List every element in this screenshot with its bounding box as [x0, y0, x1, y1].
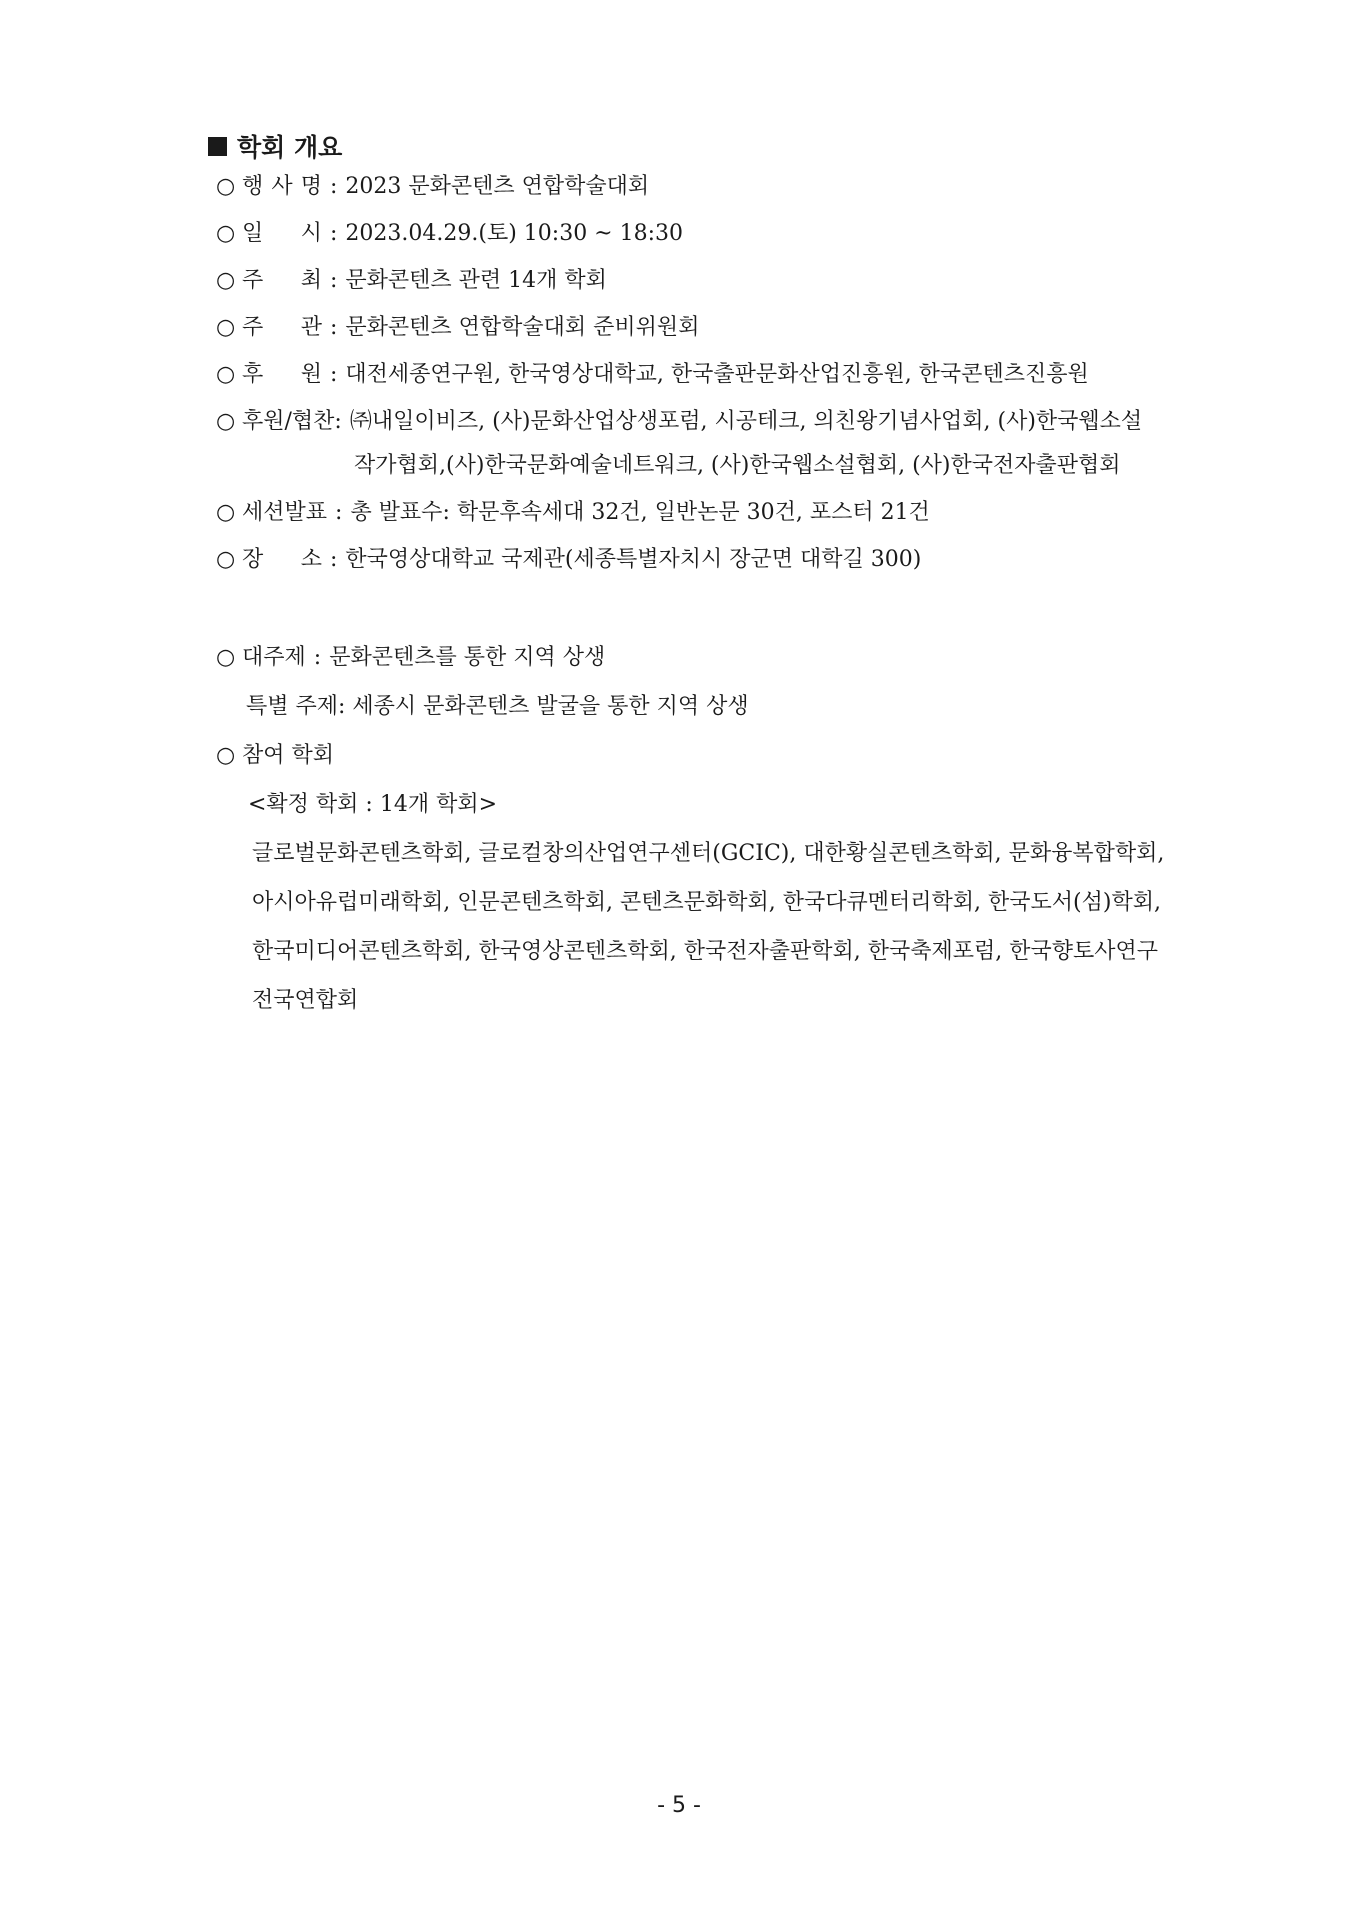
circle-bullet-icon: ○ — [216, 315, 236, 340]
circle-bullet-icon: ○ — [216, 362, 236, 387]
info-row-sponsor — [216, 407, 1142, 437]
info-value: 한국영상대학교 국제관(세종특별자치시 장군면 대학길 300) — [345, 547, 922, 572]
sponsor-continuation: 작가협회,(사)한국문화예술네트워크, (사)한국웹소설협회, (사)한국전자출판협회 — [354, 453, 1121, 478]
circle-bullet-icon: ○ — [216, 500, 236, 525]
info-value: 문화콘텐츠 관련 14개 학회 — [345, 268, 607, 293]
info-label: 주 관 — [242, 315, 322, 340]
info-label: 후원/협찬: — [242, 409, 342, 434]
info-label: 후 원 — [242, 362, 322, 387]
info-label: 참여 학회 — [242, 743, 335, 768]
info-row-date: ○ 일 시 : 2023.04.29.(토) 10:30 ~ 18:30 — [216, 219, 683, 249]
info-row-organizer: ○ 주 관 : 문화콘텐츠 연합학술대회 준비위원회 — [216, 313, 699, 343]
info-row-event-name: ○ 행 사 명 : 2023 문화콘텐츠 연합학술대회 — [216, 172, 649, 202]
info-value: ㈜내일이비즈, (사)문화산업상생포럼, 시공테크, 의친왕기념사업회, (사)한국웹소설 — [349, 409, 1143, 434]
page-number: - 5 - — [657, 1793, 701, 1818]
section-heading — [208, 128, 342, 164]
circle-bullet-icon: ○ — [216, 268, 236, 293]
circle-bullet-icon: ○ — [216, 409, 236, 434]
info-label: 대주제 — [242, 645, 306, 670]
circle-bullet-icon: ○ — [216, 547, 236, 572]
info-label: 행 사 명 — [242, 174, 322, 199]
info-row-session: ○ 세션발표 : 총 발표수: 학문후속세대 32건, 일반논문 30건, 포스터 21건 — [216, 498, 930, 528]
info-value: 문화콘텐츠를 통한 지역 상생 — [329, 645, 606, 670]
info-label: 일 시 — [242, 221, 322, 246]
academy-line: 한국미디어콘텐츠학회, 한국영상콘텐츠학회, 한국전자출판학회, 한국축제포럼, 한국향토사연구 — [252, 939, 1159, 964]
academy-line: 아시아유럽미래학회, 인문콘텐츠학회, 콘텐츠문화학회, 한국다큐멘터리학회, 한국도서(섬)학회, — [252, 890, 1161, 915]
info-label: 장 소 — [242, 547, 322, 572]
circle-bullet-icon: ○ — [216, 174, 236, 199]
info-row-host: ○ 주 최 : 문화콘텐츠 관련 14개 학회 — [216, 266, 607, 296]
academy-line: 글로벌문화콘텐츠학회, 글로컬창의산업연구센터(GCIC), 대한황실콘텐츠학회, 문화융복합학회, — [252, 841, 1165, 866]
info-value: 2023 문화콘텐츠 연합학술대회 — [345, 174, 650, 199]
info-row-participants — [216, 741, 334, 771]
circle-bullet-icon: ○ — [216, 221, 236, 246]
info-value: 대전세종연구원, 한국영상대학교, 한국출판문화산업진흥원, 한국콘텐츠진흥원 — [345, 362, 1089, 387]
black-square-icon — [208, 137, 227, 156]
info-row-theme: ○ 대주제 : 문화콘텐츠를 통한 지역 상생 — [216, 643, 605, 673]
circle-bullet-icon: ○ — [216, 645, 236, 670]
info-row-support: ○ 후 원 : 대전세종연구원, 한국영상대학교, 한국출판문화산업진흥원, 한국콘텐츠진흥원 — [216, 360, 1089, 390]
info-label: 세션발표 — [242, 500, 328, 525]
info-value: 2023.04.29.(토) 10:30 ~ 18:30 — [345, 221, 684, 246]
special-theme: 특별 주제: 세종시 문화콘텐츠 발굴을 통한 지역 상생 — [246, 694, 749, 719]
circle-bullet-icon: ○ — [216, 743, 236, 768]
info-label: 주 최 — [242, 268, 322, 293]
info-row-venue: ○ 장 소 : 한국영상대학교 국제관(세종특별자치시 장군면 대학길 300) — [216, 545, 921, 575]
confirmed-academies-title: <확정 학회 : 14개 학회> — [248, 792, 498, 817]
section-title: 학회 개요 — [237, 133, 343, 162]
info-value: 총 발표수: 학문후속세대 32건, 일반논문 30건, 포스터 21건 — [350, 500, 930, 525]
info-value: 문화콘텐츠 연합학술대회 준비위원회 — [345, 315, 700, 340]
academy-line: 전국연합회 — [252, 988, 359, 1013]
